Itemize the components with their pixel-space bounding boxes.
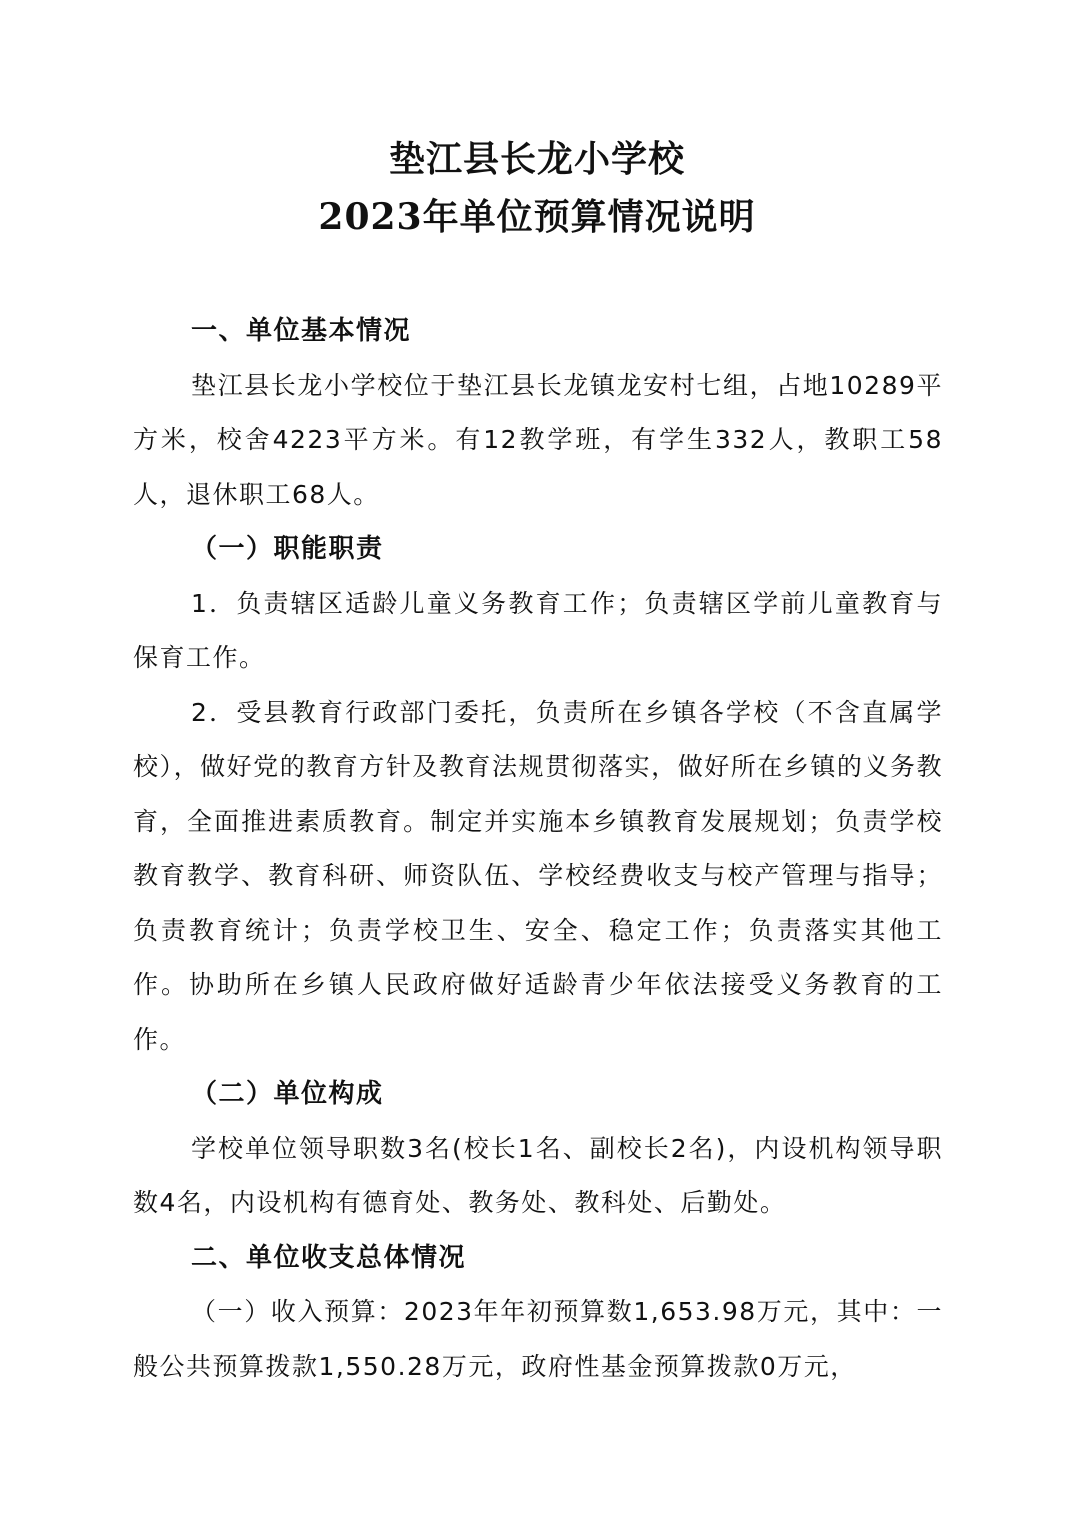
income-budget-paragraph: （一）收入预算：2023年年初预算数1,653.98万元，其中：一般公共预算拨款1,550.28万元，政府性基金预算拨款0万元， [133,1297,943,1381]
document-title [0,130,1074,246]
document-body [133,304,943,1394]
duty-item-1: 1．负责辖区适龄儿童义务教育工作；负责辖区学前儿童教育与保育工作。 [133,588,943,672]
section2-heading: 二、单位收支总体情况 [191,1242,467,1273]
sub1-heading: （一）职能职责 [191,534,384,564]
section1-intro-paragraph: 垫江县长龙小学校位于垫江县长龙镇龙安村七组，占地10289平方米，校舍4223平方米。有12教学班，有学生332人，教职工58人，退休职工68人。 [133,370,943,509]
duty-item-2: 2．受县教育行政部门委托，负责所在乡镇各学校（不含直属学校），做好党的教育方针及教育法规贯彻落实，做好所在乡镇的义务教育，全面推进素质教育。制定并实施本乡镇教育发展规划；负责学校教育教学、教育科研、师资队伍、学校经费收支与校产管理与指导；负责教育统计；负责学校卫生、安全、稳定工作；负责落实其他工作。协助所在乡镇人民政府做好适龄青少年依法接受义务教育的工作。 [133,697,943,1054]
title-report-name: 2023年单位预算情况说明 [318,196,756,238]
structure-paragraph: 学校单位领导职数3名(校长1名、副校长2名)，内设机构领导职数4名，内设机构有德育处、教务处、教科处、后勤处。 [133,1133,943,1217]
sub2-heading: （二）单位构成 [191,1079,384,1109]
title-school-name: 垫江县长龙小学校 [388,138,685,180]
section1-heading: 一、单位基本情况 [191,316,412,346]
